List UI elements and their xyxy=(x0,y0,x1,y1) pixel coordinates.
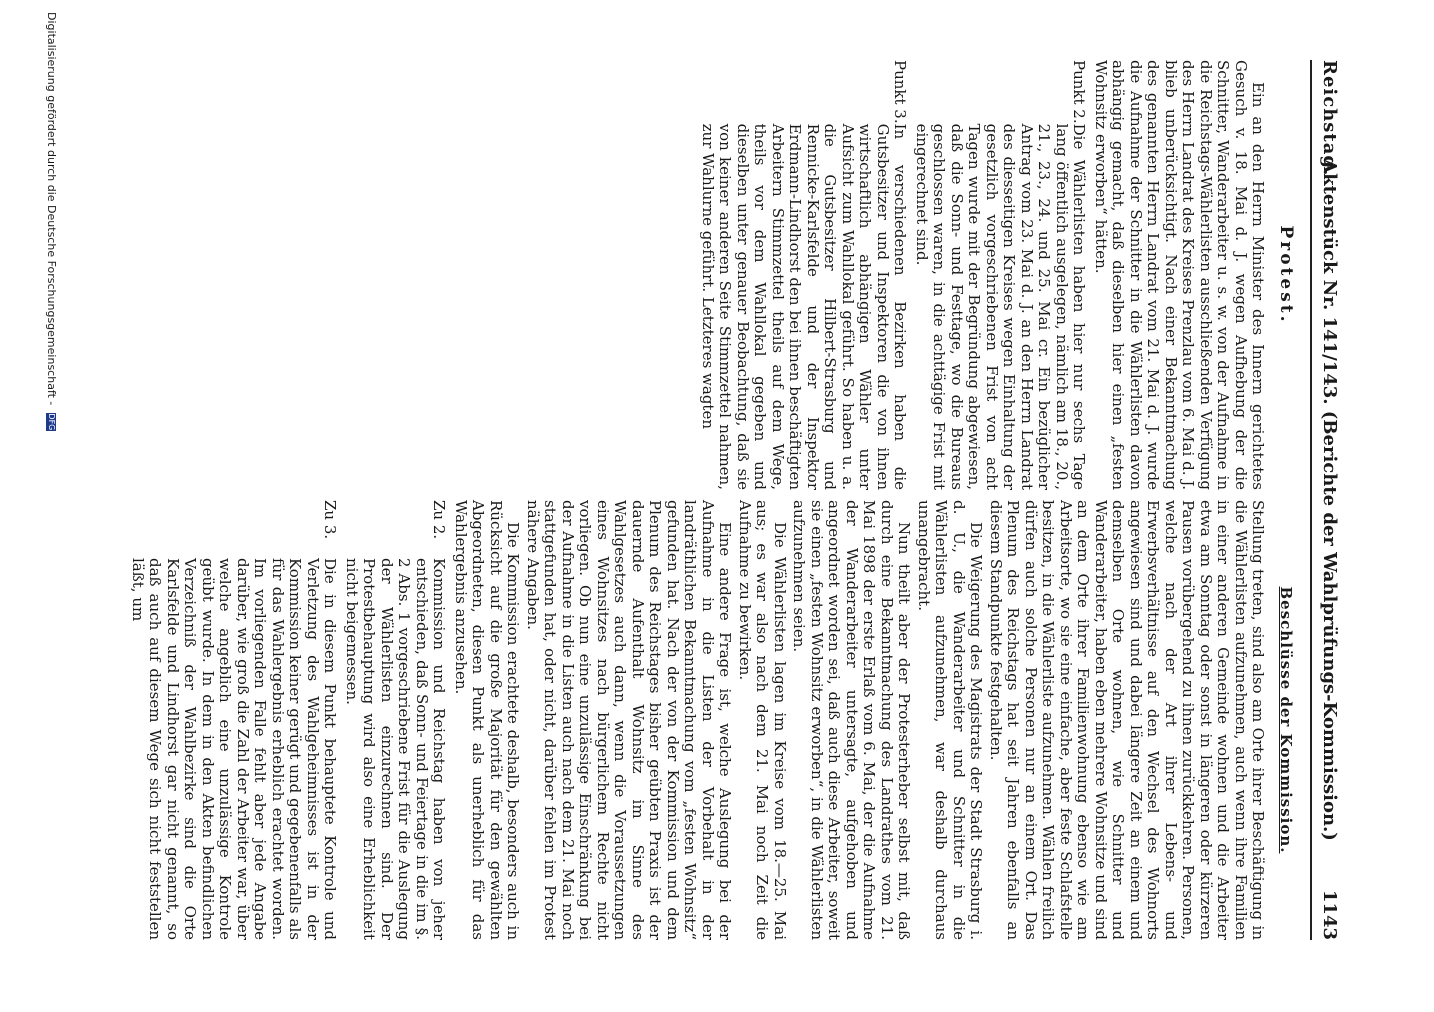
dfg-logo: DFG xyxy=(47,413,56,431)
item-label: Zu 2. xyxy=(430,500,449,540)
commission-paragraph: Eine andere Frage ist, welche Auslegung bei der Aufnahme in die Listen der Vorbehalt in der landräthlichen Bekanntmachung vom „festen Wohnsitz“ gefunden hat. Nach der von der Kommission und dem Plenum des Reichstages bisher geübten Praxis ist der dauernde Aufenthalt Wohnsitz im Sinne des Wahlgesetzes auch dann, wenn die Voraussetzungen eines Wohnsitzes nach bürgerlichem Rechte nicht vorliegen. Ob nun eine unzulässige Einschränkung bei der Aufnahme in die Listen auch nach dem 21. Mai noch stattgefunden hat, oder nicht, darüber fehlen im Protest nähere Angaben. xyxy=(524,500,735,940)
item-label: Zu 3. xyxy=(321,500,340,540)
item-text: Die Wählerlisten haben hier nur sechs Tage lang öffentlich ausgelegen, nämlich am 18., 20., 21., 23., 24. und 25. Mai cr. Ein bezüglicher Antrag vom 23. Mai d. J. an den Herrn Landrat des diesseitigen Kreises wegen Einhaltung der gesetzlich vorgeschriebenen Frist von acht Tagen wurde mit der Begründung abgewiesen, daß die Sonn- und Festtage, wo die Bureaus geschlossen waren, in die achttägige Frist mit eingerechnet sind. xyxy=(913,123,1089,490)
item-text: In verschiedenen Bezirken haben die Gutsbesitzer und Inspektoren die von ihnen wirtschaftlich abhängigen Wähler unter Aufsicht zum Wahllokal geführt. So haben u. a. die Gutsbesitzer Hilbert-Strasburg und Rennicke-Karlsfelde und der Inspektor Erdmann-Lindhorst den bei ihnen beschäftigten Arbeitern Stimmzettel theils auf dem Wege, theils vor dem Wahllokal gegeben und dieselben unter genauer Beobachtung, daß sie von keiner anderen Seite Stimmzettel nahmen, zur Wahlurne geführt. Letzteres wagten xyxy=(699,123,910,490)
left-column xyxy=(695,60,1301,490)
commission-paragraph: Stellung treten, sind also am Orte ihrer Beschäftigung in die Wählerlisten aufzunehmen, auch wenn ihre Familien in einer anderen Gemeinde wohnen und die Arbeiter etwa am Sonntag oder sonst in längeren oder kürzeren Pausen vorübergehend zu ihnen zurückkehren. Personen, welche nach der Art ihrer Lebens- und Erwerbsverhältnisse auf den Wechsel des Wohnorts angewiesen sind und dabei längere Zeit an einem und demselben Orte wohnen, wie Schnitter und Wanderarbeiter, haben eben mehrere Wohnsitze und sind an dem Orte ihrer Familienwohnung ebenso wie am Arbeitsorte, wo sie eine einfache, aber feste Schlafstelle besitzen, in die Wählerliste aufzunehmen. Wählen freilich dürfen auch solche Personen nur an einem Ort. Das Plenum des Reichstags hat seit Jahren ebenfalls an diesem Standpunkte festgehalten. xyxy=(987,500,1268,940)
right-column xyxy=(125,500,1301,940)
commission-paragraph: Nun theilt aber der Protesterheber selbst mit, daß durch eine Bekanntmachung des Landrathes vom 21. Mai 1898 der erste Erlaß vom 6. Mai, der die Aufnahme der Wanderarbeiter untersagte, aufgehoben und angeordnet worden sei, daß auch diese Arbeiter, soweit sie einen „festen Wohnsitz erworben“, in die Wählerlisten aufzunehmen seien. xyxy=(790,500,914,940)
commission-paragraph: Die Weigerung des Magistrats der Stadt Strasburg i. d. U., die Wanderarbeiter und Schnitter in die Wählerlisten aufzunehmen, war deshalb durchaus unangebracht. xyxy=(915,500,986,940)
item-label: Punkt 2. xyxy=(1070,60,1089,124)
footer-text: Digitalisierung gefördert durch die Deutsche Forschungsgemeinschaft - xyxy=(45,12,58,406)
page-number: 1143 xyxy=(1319,889,1340,940)
item-text: Die in diesem Punkt behauptete Kontrole und Verletzung des Wahlgeheimnisses ist in der Kommission keiner gerügt und gegebenenfalls als für das Wahlergebnis erheblich erachtet worden. Im vorliegenden Falle fehlt aber jede Angabe darüber, wie groß die Zahl der Arbeiter war, über welche angeblich eine unzulässige Kontrole geübt wurde. In dem in den Akten befindlichen Verzeichniß der Wahlbezirke sind die Orte Karlsfelde und Lindhorst gar nicht genannt, so daß auch auf diesem Wege sich nicht feststellen läßt, um xyxy=(129,558,340,940)
digitization-footer xyxy=(43,0,61,1012)
header-rule xyxy=(1310,60,1312,940)
commission-title: Beschlüsse der Kommission. xyxy=(1277,586,1295,854)
protest-paragraph: Ein an den Herrn Minister des Innern gerichtetes Gesuch v. 18. Mai d. J. wegen Aufhebung der die Schnitter, Wanderarbeiter u. s. w. von der Aufnahme in die Reichstags-Wählerlisten ausschließenden Verfügung des Herrn Landrat des Kreises Prenzlau vom 6. Mai d. J. blieb unberücksichtigt. Nach einer Bekanntmachung des genannten Herrn Landrat vom 21. Mai d. J. wurde die Aufnahme der Schnitter in die Wählerlisten davon abhängig gemacht, daß dieselben hier einen „festen Wohnsitz erworben“ hätten. xyxy=(1092,60,1268,490)
protest-item xyxy=(699,60,909,490)
commission-paragraph: Die Wählerlisten lagen im Kreise vom 18.—25. Mai aus; es war also nach dem 21. Mai noch Zeit die Aufnahme zu bewirken. xyxy=(736,500,789,940)
protest-item xyxy=(913,60,1088,490)
commission-paragraph: Die Kommission erachtete deshalb, besonders auch in Rücksicht auf die große Majorität für den gewählten Abgeordneten, diesen Punkt als unerheblich für das Wahlergebnis anzusehen. xyxy=(452,500,523,940)
commission-item xyxy=(343,500,448,940)
page-header xyxy=(1318,60,1338,940)
protest-title: Protest. xyxy=(1276,225,1296,325)
header-title: Aktenstück Nr. 141/143. (Berichte der Wahlprüfungs-Kommission.) xyxy=(1319,159,1340,841)
item-label: Punkt 3. xyxy=(891,60,910,124)
header-left: Reichstag. xyxy=(1319,60,1340,177)
item-text: Kommission und Reichstag haben von jeher entschieden, daß Sonn- und Feiertage in die im §. 2 Abs. 1 vorgeschriebene Frist für die Auslegung der Wählerlisten einzurechnen sind. Der Protestbehauptung wird also eine Erheblichkeit nicht beigemessen. xyxy=(343,558,449,940)
commission-item xyxy=(129,500,339,940)
